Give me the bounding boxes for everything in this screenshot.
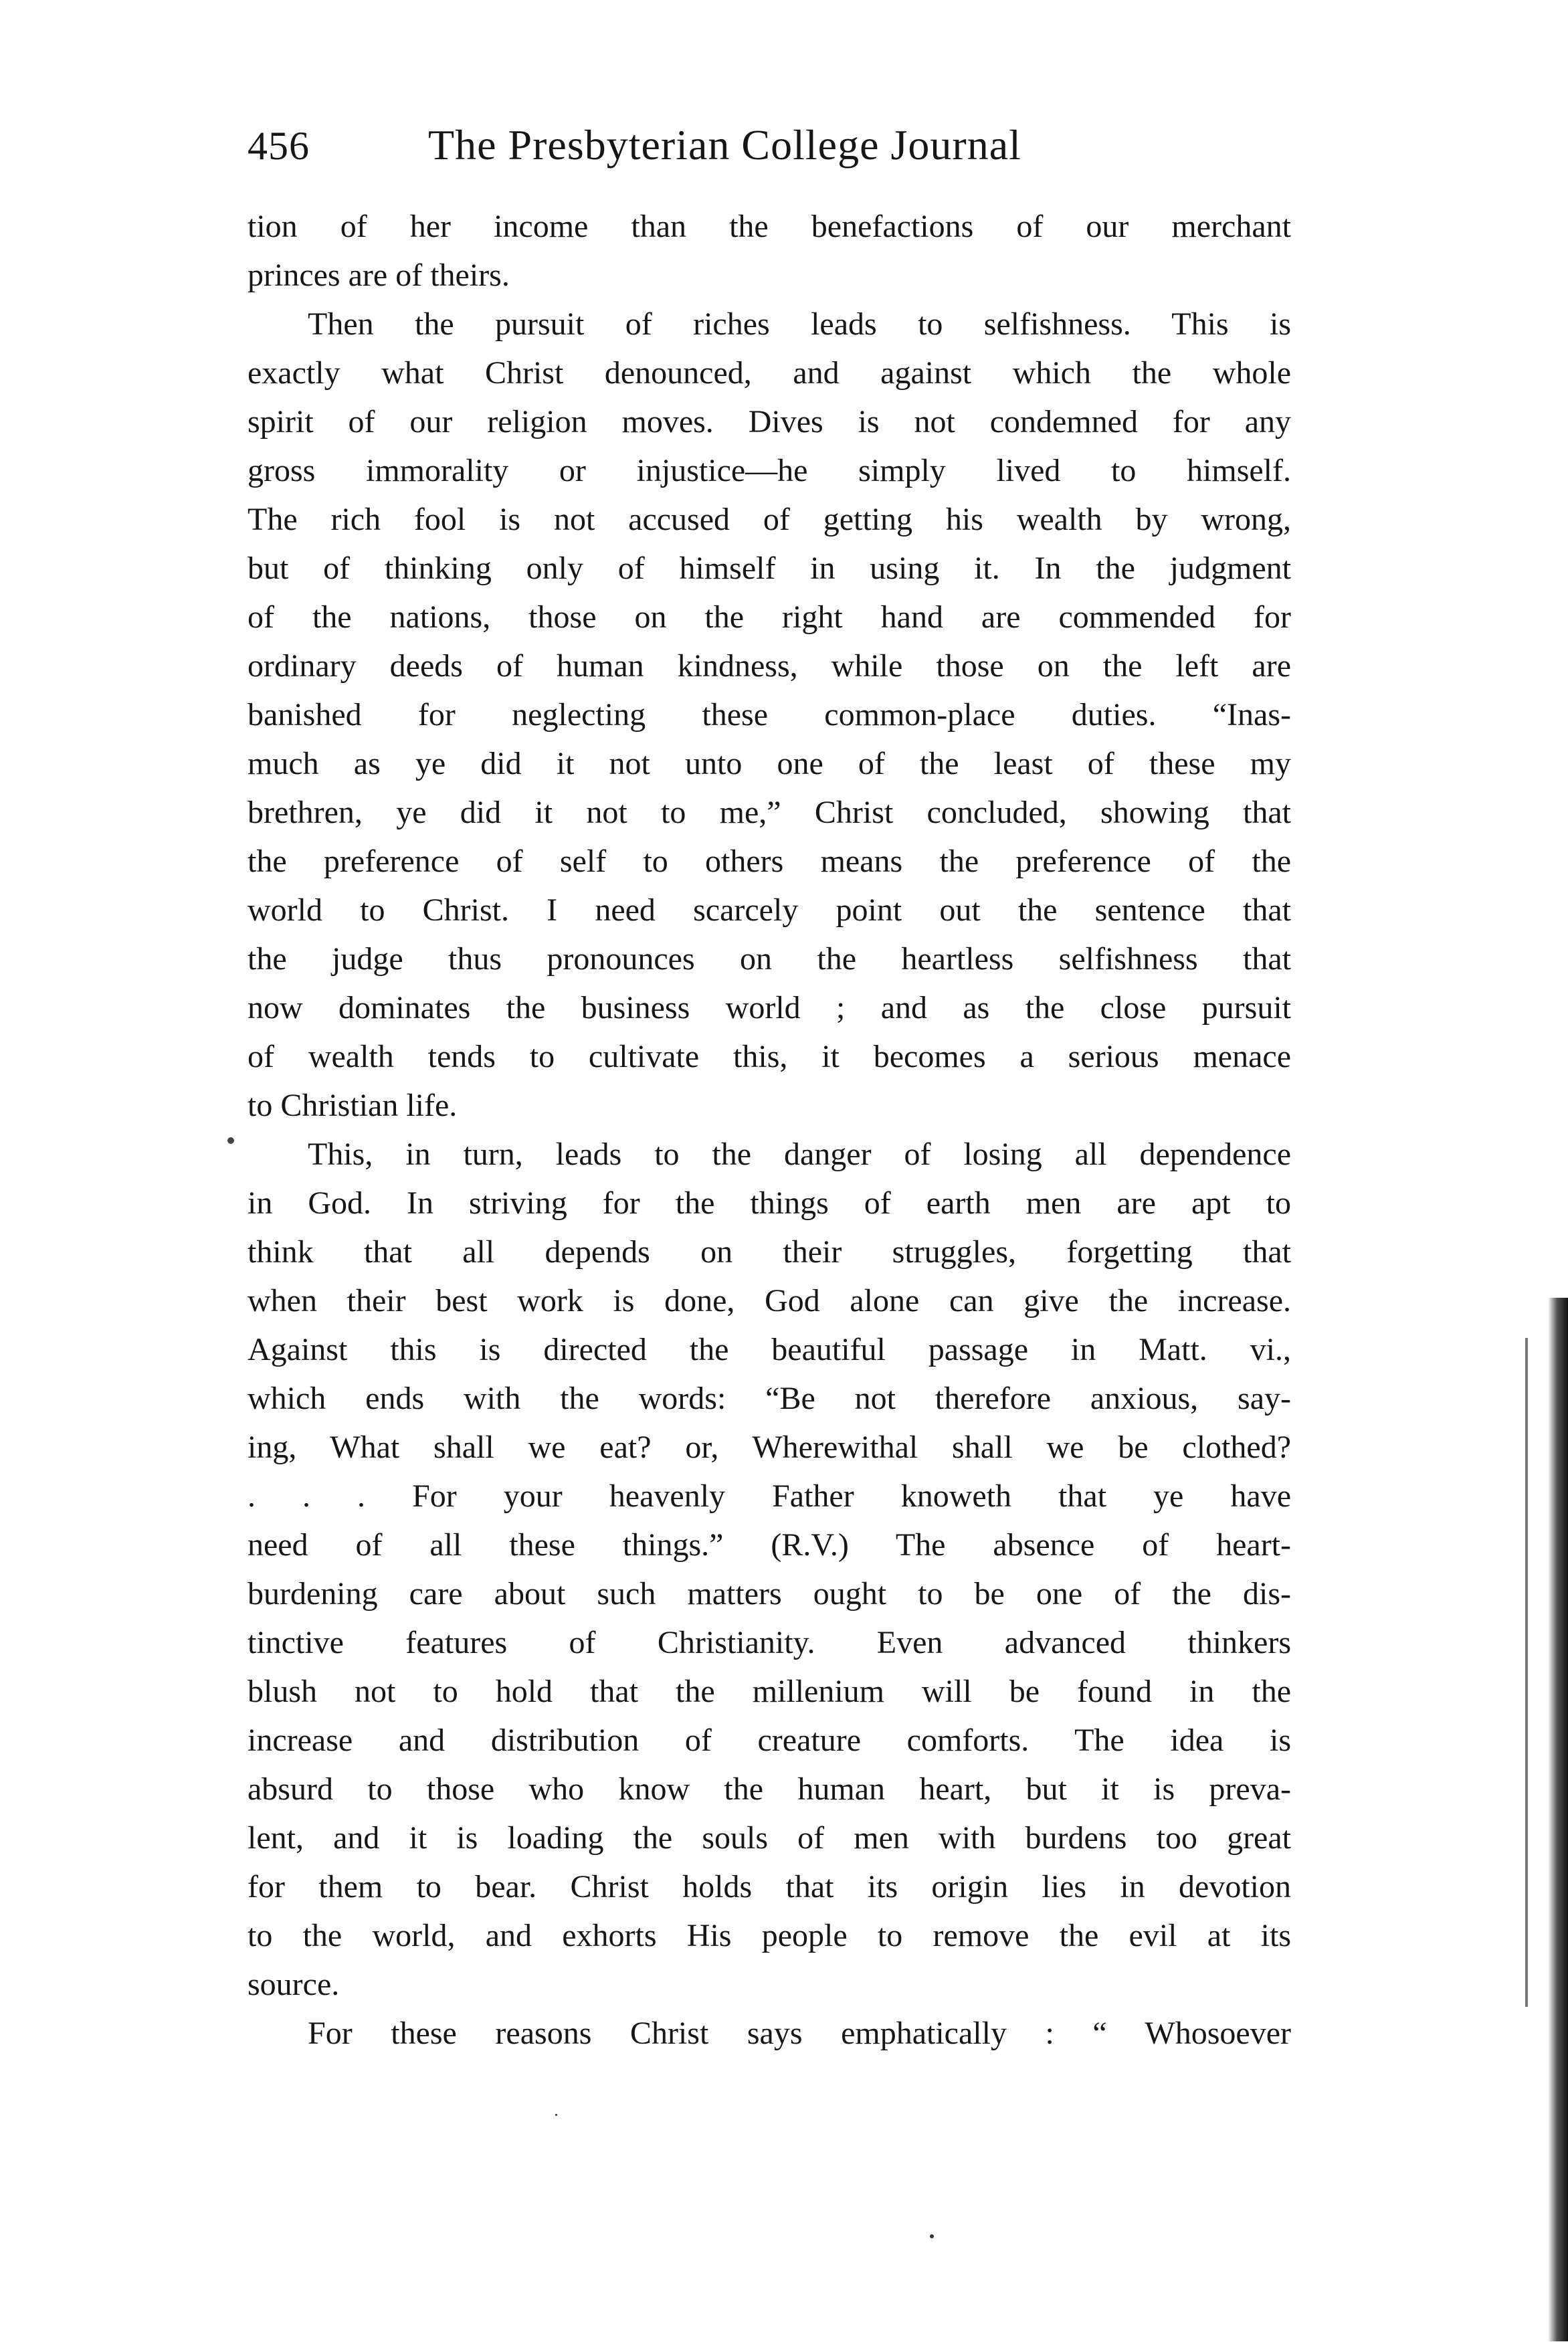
text-line: Against this is directed the beautiful passage in Matt. vi., <box>248 1332 1291 1367</box>
text-line: This, in turn, leads to the danger of losing all dependence <box>308 1137 1291 1172</box>
text-line: much as ye did it not unto one of the least of these my <box>248 746 1291 781</box>
text-line: ing, What shall we eat? or, Wherewithal shall we be clothed? <box>248 1430 1291 1465</box>
text-line: to Christian life. <box>248 1088 458 1123</box>
paragraph-2 <box>248 300 1291 1130</box>
scan-speck <box>555 2114 557 2116</box>
text-line: source. <box>248 1967 340 2002</box>
text-line: of the nations, those on the right hand are commended for <box>248 599 1291 635</box>
text-line: lent, and it is loading the souls of men with burdens too great <box>248 1820 1291 1856</box>
body-text <box>248 202 1291 2058</box>
text-line: blush not to hold that the millenium will be found in the <box>248 1674 1291 1709</box>
text-line: think that all depends on their struggles, forgetting that <box>248 1234 1291 1270</box>
text-line: banished for neglecting these common-place duties. “Inas- <box>248 697 1291 733</box>
text-line: need of all these things.” (R.V.) The absence of heart- <box>248 1527 1291 1563</box>
text-line: but of thinking only of himself in using it. In the judgment <box>248 551 1291 586</box>
page-header <box>248 120 1291 187</box>
scan-speck <box>227 1137 234 1144</box>
text-line: increase and distribution of creature comforts. The idea is <box>248 1723 1291 1758</box>
text-line: spirit of our religion moves. Dives is not condemned for any <box>248 404 1291 440</box>
text-line: The rich fool is not accused of getting his wealth by wrong, <box>248 502 1291 537</box>
text-line: For these reasons Christ says emphatically : “ Whosoever <box>308 2016 1291 2051</box>
paragraph-4 <box>248 2009 1291 2058</box>
text-line: world to Christ. I need scarcely point out the sentence that <box>248 892 1291 928</box>
paragraph-1 <box>248 202 1291 300</box>
text-line: tion of her income than the benefactions of our merchant <box>248 209 1291 244</box>
text-line: exactly what Christ denounced, and against which the whole <box>248 355 1291 391</box>
text-line: now dominates the business world ; and as the close pursuit <box>248 990 1291 1026</box>
text-line: to the world, and exhorts His people to remove the evil at its <box>248 1918 1291 1953</box>
text-line: when their best work is done, God alone can give the increase. <box>248 1283 1291 1319</box>
text-line: in God. In striving for the things of earth men are apt to <box>248 1185 1291 1221</box>
page-number: 456 <box>248 124 310 168</box>
text-line: tinctive features of Christianity. Even advanced thinkers <box>248 1625 1291 1660</box>
text-line: burdening care about such matters ought to be one of the dis- <box>248 1576 1291 1612</box>
running-head: The Presbyterian College Journal <box>428 121 1021 169</box>
text-line: brethren, ye did it not to me,” Christ concluded, showing that <box>248 795 1291 830</box>
text-line: Then the pursuit of riches leads to selfishness. This is <box>308 306 1291 342</box>
text-line: the preference of self to others means the preference of the <box>248 844 1291 879</box>
scan-speck <box>930 2234 934 2238</box>
text-line: absurd to those who know the human heart, but it is preva- <box>248 1771 1291 1807</box>
text-line: . . . For your heavenly Father knoweth that ye have <box>248 1478 1291 1514</box>
text-line: ordinary deeds of human kindness, while those on the left are <box>248 648 1291 684</box>
text-line: the judge thus pronounces on the heartless selfishness that <box>248 941 1291 977</box>
scan-edge-shadow <box>1548 1298 1568 2341</box>
paragraph-3 <box>248 1130 1291 2009</box>
text-line: which ends with the words: “Be not therefore anxious, say- <box>248 1381 1291 1416</box>
text-line: princes are of theirs. <box>248 258 510 293</box>
text-line: of wealth tends to cultivate this, it becomes a serious menace <box>248 1039 1291 1074</box>
text-line: for them to bear. Christ holds that its origin lies in devotion <box>248 1869 1291 1905</box>
text-line: gross immorality or injustice—he simply lived to himself. <box>248 453 1291 488</box>
scan-edge-line <box>1525 1338 1528 2007</box>
